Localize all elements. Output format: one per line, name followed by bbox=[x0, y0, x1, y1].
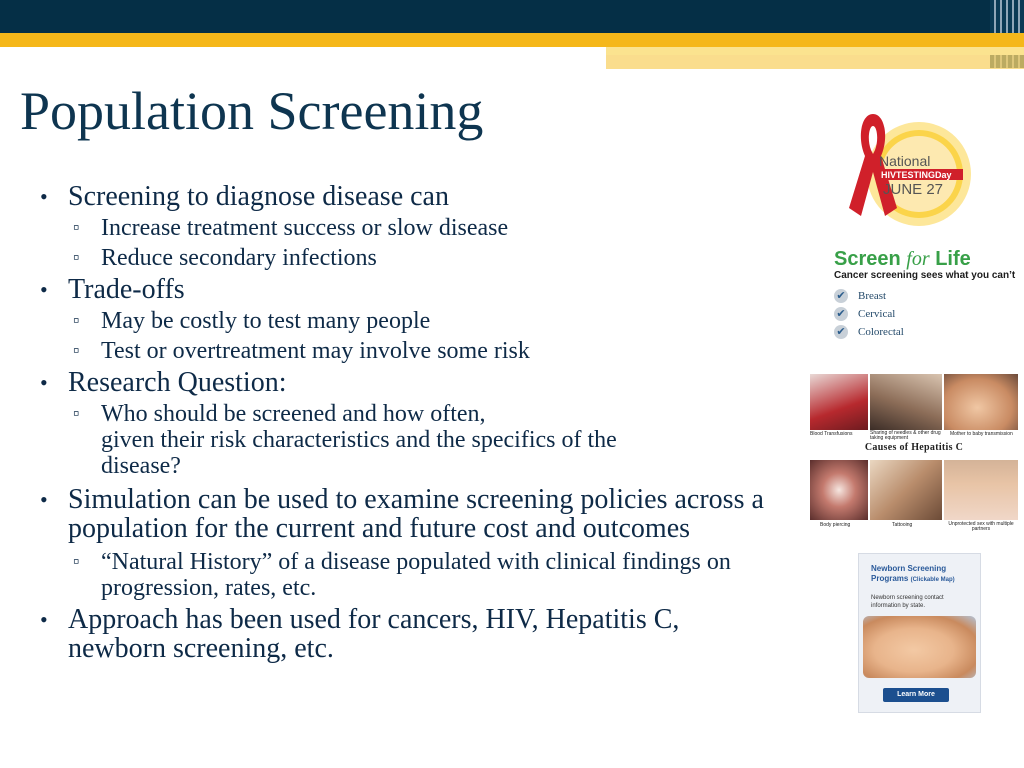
hep-caption: Unprotected sex with multiple partners bbox=[948, 521, 1014, 532]
bullet-item: • Approach has been used for cancers, HIV, Hepatitis C, newborn screening, etc. bbox=[40, 605, 768, 663]
hep-title: Causes of Hepatitis C bbox=[864, 442, 964, 453]
hep-caption: Body piercing bbox=[820, 522, 851, 528]
hep-caption: Sharing of needles & other drug taking equipment bbox=[870, 430, 941, 441]
blood-transfusion-photo bbox=[810, 374, 868, 430]
header-bar bbox=[0, 0, 1024, 33]
header-gold-accent-lower bbox=[606, 55, 1024, 69]
bullet-list bbox=[40, 182, 808, 667]
bullet-item: • Simulation can be used to examine screening policies across a population for the current and future cost and outcomes bbox=[40, 485, 808, 543]
needle-sharing-photo bbox=[870, 374, 942, 430]
newborn-heading-text: Newborn Screening Programs bbox=[871, 564, 947, 583]
header-gold-accent bbox=[606, 47, 1024, 55]
screen-for-life-title bbox=[834, 248, 1004, 271]
pregnancy-photo bbox=[944, 374, 1018, 430]
newborn-heading bbox=[871, 564, 976, 585]
hiv-line1: National bbox=[879, 153, 931, 169]
tattoo-photo bbox=[870, 460, 942, 520]
bullet-item: • Research Question: bbox=[40, 368, 808, 397]
screen-for-life-image bbox=[834, 248, 1016, 356]
screen-item bbox=[834, 307, 1004, 321]
sub-bullet-line: ▫ Who should be screened and how often, bbox=[101, 401, 486, 427]
newborn-body: Newborn screening contact information by state. bbox=[871, 595, 944, 609]
newborn-heading-tag: (Clickable Map) bbox=[910, 577, 955, 583]
hiv-line3: JUNE 27 bbox=[883, 181, 944, 198]
hep-caption: Blood Transfusions bbox=[810, 431, 853, 437]
screen-item-label: Breast bbox=[858, 290, 887, 302]
hep-caption: Mother to baby transmission bbox=[950, 431, 1013, 437]
body-piercing-photo bbox=[810, 460, 868, 520]
hiv-line2: HIVTESTINGDay bbox=[881, 170, 952, 180]
title-part: for bbox=[906, 248, 930, 270]
checkmark-icon: ✔ bbox=[834, 307, 848, 321]
sub-bullet-item: ▫ Increase treatment success or slow disease bbox=[40, 215, 808, 241]
screen-item-label: Cervical bbox=[858, 308, 896, 320]
sub-bullet-line: given their risk characteristics and the specifics of the bbox=[101, 427, 617, 453]
sub-bullet-item: ▫ Test or overtreatment may involve some risk bbox=[40, 338, 808, 364]
newborn-screening-image bbox=[858, 553, 981, 713]
sub-bullet-item: ▫ Reduce secondary infections bbox=[40, 245, 808, 271]
screen-item-label: Colorectal bbox=[858, 326, 904, 338]
hepatitis-c-collage bbox=[810, 374, 1018, 534]
checkmark-icon: ✔ bbox=[834, 325, 848, 339]
baby-photo bbox=[863, 616, 976, 678]
title-part: Life bbox=[935, 248, 971, 270]
title-part: Screen bbox=[834, 248, 901, 270]
learn-more-button: Learn More bbox=[883, 688, 949, 702]
hiv-testing-day-image bbox=[843, 108, 978, 238]
screen-item bbox=[834, 325, 1004, 339]
couple-photo bbox=[944, 460, 1018, 520]
screen-item bbox=[834, 289, 1004, 303]
sub-bullet-item: ▫ “Natural History” of a disease populated with clinical findings on progression, rates, etc. bbox=[40, 549, 741, 601]
checkmark-icon: ✔ bbox=[834, 289, 848, 303]
slide-title: Population Screening bbox=[20, 81, 484, 141]
header-gold-band bbox=[0, 33, 1024, 47]
sub-bullet-item: ▫ May be costly to test many people bbox=[40, 308, 808, 334]
sub-bullet-line: disease? bbox=[101, 453, 181, 479]
bullet-item: • Screening to diagnose disease can bbox=[40, 182, 808, 211]
screen-for-life-subtitle: Cancer screening sees what you can’t bbox=[834, 270, 1016, 281]
hep-caption: Tattooing bbox=[892, 522, 913, 528]
bullet-item: • Trade-offs bbox=[40, 275, 808, 304]
sub-bullet-item bbox=[40, 401, 808, 479]
